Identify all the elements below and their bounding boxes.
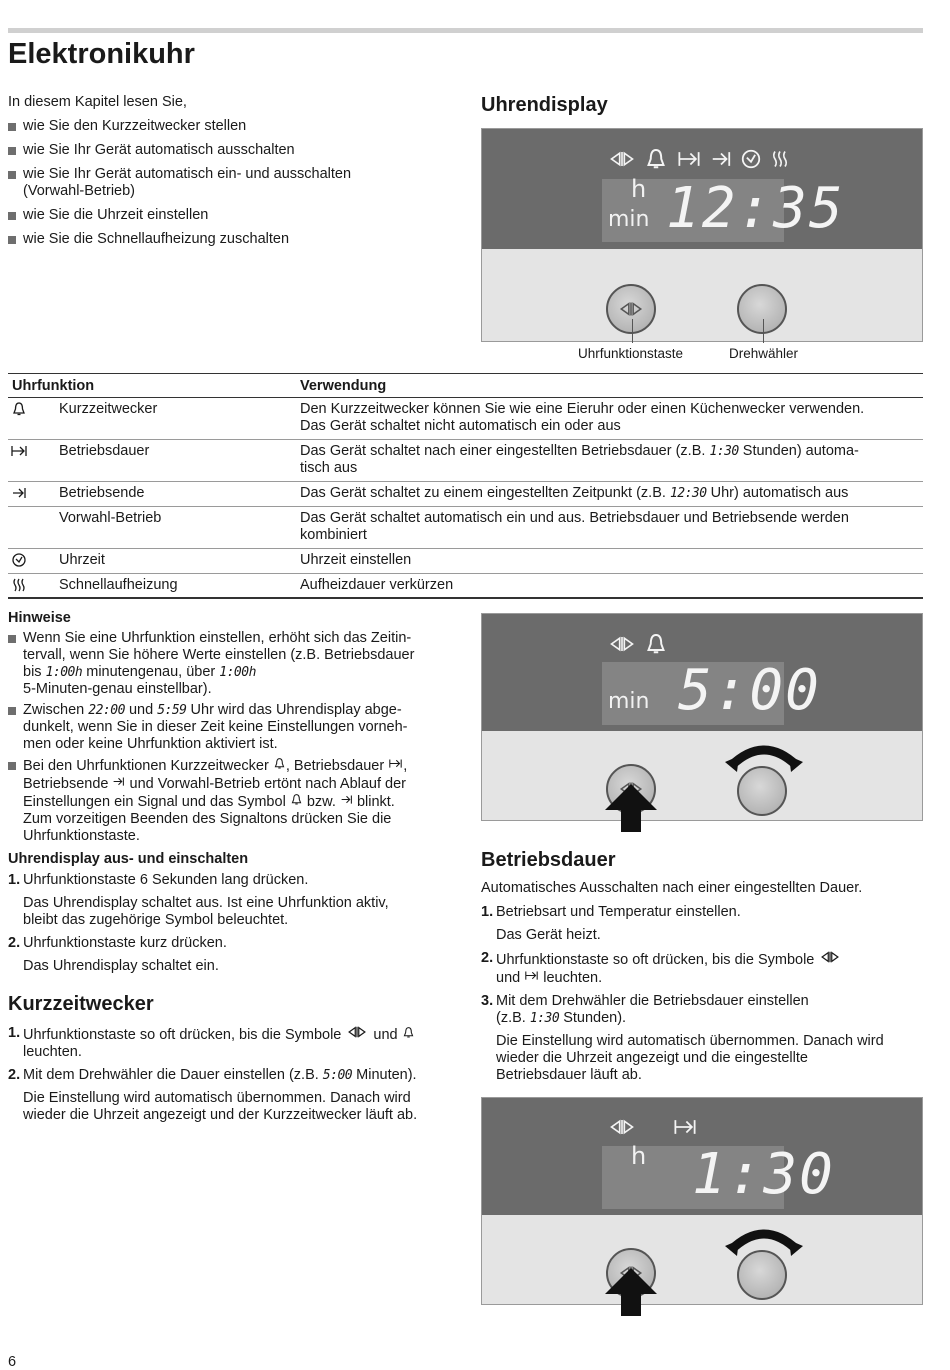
note-text: Uhr wird das Uhrendisplay abge-	[190, 702, 402, 718]
bell-icon	[402, 1026, 415, 1039]
use-text: Das Gerät schaltet zu einem eingestellten Zeitpunkt (z.B.	[300, 485, 666, 501]
function-use: Uhrzeit einstellen	[300, 552, 412, 568]
step-number: 1.	[8, 1025, 21, 1041]
note-text: Zwischen	[23, 702, 85, 718]
function-icon	[608, 1117, 636, 1137]
rapid-heat-icon	[10, 577, 28, 593]
step-result	[8, 1090, 463, 1124]
intro-item: wie Sie die Schnellaufheizung zuschalten	[8, 231, 448, 248]
clock-panel	[481, 128, 923, 342]
intro-item: wie Sie den Kurzzeitwecker stellen	[8, 118, 448, 135]
rotate-arrow-icon	[725, 1224, 803, 1258]
note-line	[23, 664, 458, 681]
bell-icon	[290, 793, 303, 806]
result-line: wieder die Uhrzeit angezeigt und der Kurzzeitwecker läuft ab.	[23, 1107, 418, 1123]
intro-item: wie Sie die Uhrzeit einstellen	[8, 207, 448, 224]
table-row	[8, 507, 923, 549]
result-line: wieder die Uhrzeit angezeigt und die eingestellte	[496, 1050, 808, 1066]
page-number: 6	[8, 1354, 17, 1370]
result-line: Das Uhrendisplay schaltet aus. Ist eine Uhrfunktion aktiv,	[23, 895, 389, 911]
result-line: bleibt das zugehörige Symbol beleuchtet.	[23, 912, 289, 928]
step	[481, 904, 926, 921]
label-rotary-selector: Drehwähler	[729, 346, 799, 361]
segment-value: 1:00h	[219, 665, 256, 680]
use-line: Das Gerät schaltet automatisch ein und aus. Betriebsdauer und Betriebsende werden	[300, 510, 849, 526]
bell-icon	[273, 757, 286, 770]
step-result: Das Uhrendisplay schaltet ein.	[23, 958, 219, 974]
rotary-selector[interactable]	[737, 284, 787, 334]
function-icon	[608, 149, 636, 169]
note-text: Betriebsende	[23, 776, 109, 792]
intro-lead: In diesem Kapitel lesen Sie,	[8, 94, 187, 110]
function-use	[300, 443, 920, 477]
button-leader-line	[632, 319, 633, 343]
uhrendisplay-heading: Uhrendisplay	[481, 94, 608, 116]
page-title: Elektronikuhr	[8, 38, 195, 70]
bell-icon	[10, 401, 28, 417]
intro-item: wie Sie Ihr Gerät automatisch ein- und ausschalten	[8, 166, 448, 183]
step	[481, 950, 926, 987]
table-header: Verwendung	[300, 378, 387, 394]
end-time-icon	[10, 485, 28, 501]
note-line: 5-Minuten-genau einstellbar).	[23, 681, 212, 697]
step-text: und	[496, 970, 521, 986]
step-text: leuchten.	[543, 970, 603, 986]
step-number: 3.	[481, 993, 494, 1009]
step-number: 2.	[8, 935, 21, 951]
table-row	[8, 574, 923, 599]
step-text: und	[373, 1027, 398, 1043]
clock-function-button[interactable]	[606, 284, 656, 334]
betriebsdauer-section	[481, 880, 926, 1084]
end-time-icon	[340, 793, 353, 806]
note-line	[23, 702, 458, 719]
table-header: Uhrfunktion	[12, 378, 95, 394]
table-header-row	[8, 373, 923, 398]
use-text: Das Gerät schaltet nach einer eingestellten Betriebsdauer (z.B.	[300, 443, 706, 459]
display-hours-label: h	[631, 175, 647, 203]
note-text: bis	[23, 664, 42, 680]
note-text: ,	[403, 758, 408, 774]
note-item	[8, 757, 458, 845]
function-name: Betriebsende	[59, 485, 145, 501]
rotate-arrow-icon	[725, 740, 803, 774]
step-result	[8, 895, 458, 929]
step-text: Uhrfunktionstaste so oft drücken, bis die Symbole	[23, 1027, 342, 1043]
function-use	[300, 401, 920, 435]
result-line: Die Einstellung wird automatisch übernommen. Danach wird	[496, 1033, 884, 1049]
press-arrow-icon	[603, 782, 659, 834]
step-text: Uhrfunktionstaste so oft drücken, bis die Symbole	[496, 952, 815, 968]
step	[8, 1025, 463, 1061]
timer-panel	[481, 613, 923, 821]
note-line: Zum vorzeitigen Beenden des Signaltons drücken Sie die	[23, 811, 392, 827]
use-text: Uhr) automatisch aus	[710, 485, 849, 501]
rapid-heat-icon	[770, 148, 790, 170]
note-line: Uhrfunktionstaste.	[23, 828, 140, 844]
display-toggle-section	[8, 851, 458, 975]
clock-icon	[740, 148, 762, 170]
segment-value: 22:00	[88, 703, 125, 718]
note-line: Wenn Sie eine Uhrfunktion einstellen, erhöht sich das Zeitin-	[23, 630, 412, 646]
end-time-icon	[112, 775, 125, 788]
step-result	[481, 1033, 926, 1084]
note-text: bzw.	[306, 794, 336, 810]
panel-icon-row	[608, 147, 790, 171]
note-item	[8, 702, 458, 753]
duration-icon	[388, 757, 403, 770]
notes-section	[8, 610, 458, 845]
segment-value: 5:00	[322, 1068, 353, 1083]
note-text: Bei den Uhrfunktionen Kurzzeitwecker	[23, 758, 269, 774]
bell-icon	[644, 147, 668, 171]
step-result: Das Gerät heizt.	[496, 927, 601, 943]
label-clock-button: Uhrfunktionstaste	[578, 346, 684, 361]
use-line: Das Gerät schaltet nicht automatisch ein oder aus	[300, 418, 621, 434]
result-line: Betriebsdauer läuft ab.	[496, 1067, 642, 1083]
duration-icon	[672, 1116, 698, 1138]
intro-section	[8, 94, 448, 248]
note-text: , Betriebsdauer	[285, 758, 385, 774]
top-rule	[8, 28, 923, 33]
function-name: Schnellaufheizung	[59, 577, 178, 593]
note-line	[23, 793, 458, 811]
clock-icon	[10, 552, 28, 568]
step-text: Mit dem Drehwähler die Dauer einstellen (z.B.	[23, 1067, 319, 1083]
step-number: 1.	[8, 872, 21, 888]
use-line: Den Kurzzeitwecker können Sie wie eine Eieruhr oder einen Küchenwecker verwenden.	[300, 401, 865, 417]
display-hours-label: h	[631, 1142, 647, 1170]
result-line: Die Einstellung wird automatisch übernommen. Danach wird	[23, 1090, 411, 1106]
function-name: Vorwahl-Betrieb	[59, 510, 162, 526]
display-time: 12:35	[666, 176, 845, 241]
note-text: Einstellungen ein Signal und das Symbol	[23, 794, 286, 810]
kurzzeitwecker-heading: Kurzzeitwecker	[8, 993, 154, 1015]
step-text: Minuten).	[356, 1067, 417, 1083]
duration-icon	[676, 148, 702, 170]
display-toggle-heading: Uhrendisplay aus- und einschalten	[8, 851, 249, 867]
step-text: (z.B.	[496, 1010, 526, 1026]
betriebsdauer-intro: Automatisches Ausschalten nach einer eingestellten Dauer.	[481, 880, 863, 896]
note-line: dunkelt, wenn Sie in dieser Zeit keine Einstellungen vorneh-	[23, 719, 408, 735]
duration-panel	[481, 1097, 923, 1305]
step-number: 2.	[481, 950, 494, 966]
function-use	[300, 510, 920, 544]
note-line: tervall, wenn Sie höhere Werte einstellen (z.B. Betriebsdauer	[23, 647, 415, 663]
note-text: und Vorwahl-Betrieb ertönt nach Ablauf der	[129, 776, 406, 792]
step-text: Betriebsart und Temperatur einstellen.	[496, 904, 741, 920]
step	[481, 993, 926, 1027]
step-number: 1.	[481, 904, 494, 920]
segment-value: 12:30	[669, 486, 707, 501]
step-number: 2.	[8, 1067, 21, 1083]
use-line	[300, 443, 920, 460]
function-use: Aufheizdauer verkürzen	[300, 577, 454, 593]
step-text: leuchten.	[23, 1044, 82, 1060]
duration-icon	[10, 443, 28, 459]
intro-item-cont: (Vorwahl-Betrieb)	[23, 183, 136, 199]
table-row	[8, 549, 923, 574]
display-time: 1:30	[692, 1142, 835, 1207]
knob-leader-line	[763, 319, 764, 343]
note-text: minutengenau, über	[86, 664, 216, 680]
bell-icon	[644, 632, 668, 656]
step	[8, 935, 458, 952]
function-icon	[345, 1025, 369, 1039]
segment-value: 1:00h	[45, 665, 83, 680]
use-text: Stunden) automa-	[742, 443, 859, 459]
segment-value: 1:30	[709, 444, 739, 459]
table-row	[8, 482, 923, 507]
step-text: Mit dem Drehwähler die Betriebsdauer einstellen	[496, 993, 809, 1009]
notes-heading: Hinweise	[8, 610, 71, 626]
step-text: Uhrfunktionstaste kurz drücken.	[23, 935, 227, 951]
function-icon	[618, 300, 644, 318]
function-icon	[818, 950, 842, 964]
display-min-label: min	[608, 207, 650, 232]
note-text: blinkt.	[356, 794, 395, 810]
intro-item: wie Sie Ihr Gerät automatisch ausschalten	[8, 142, 448, 159]
end-time-icon	[710, 148, 732, 170]
display-time: 5:00	[678, 658, 821, 723]
function-icon	[608, 634, 636, 654]
table-row	[8, 440, 923, 482]
use-line: kombiniert	[300, 527, 367, 543]
note-line	[23, 757, 458, 775]
panel-icon-row	[608, 632, 668, 656]
use-line: tisch aus	[300, 460, 358, 476]
step-text: Stunden).	[563, 1010, 627, 1026]
panel-icon-row	[608, 1116, 698, 1138]
function-use	[300, 485, 920, 502]
note-line: men oder keine Uhrfunktion aktiviert ist.	[23, 736, 278, 752]
segment-value: 1:30	[529, 1011, 560, 1026]
note-text: und	[128, 702, 154, 718]
step	[8, 872, 458, 889]
function-name: Uhrzeit	[59, 552, 105, 568]
duration-icon	[524, 969, 539, 982]
press-arrow-icon	[603, 1266, 659, 1318]
display-min-label: min	[608, 689, 650, 714]
segment-value: 5:59	[157, 703, 187, 718]
note-line	[23, 775, 458, 793]
table-row	[8, 398, 923, 440]
kurzzeitwecker-steps	[8, 1025, 463, 1124]
step	[8, 1067, 463, 1084]
function-name: Kurzzeitwecker	[59, 401, 158, 417]
note-item	[8, 630, 458, 698]
step-text: Uhrfunktionstaste 6 Sekunden lang drücken.	[23, 872, 309, 888]
function-name: Betriebsdauer	[59, 443, 150, 459]
betriebsdauer-heading: Betriebsdauer	[481, 849, 616, 871]
